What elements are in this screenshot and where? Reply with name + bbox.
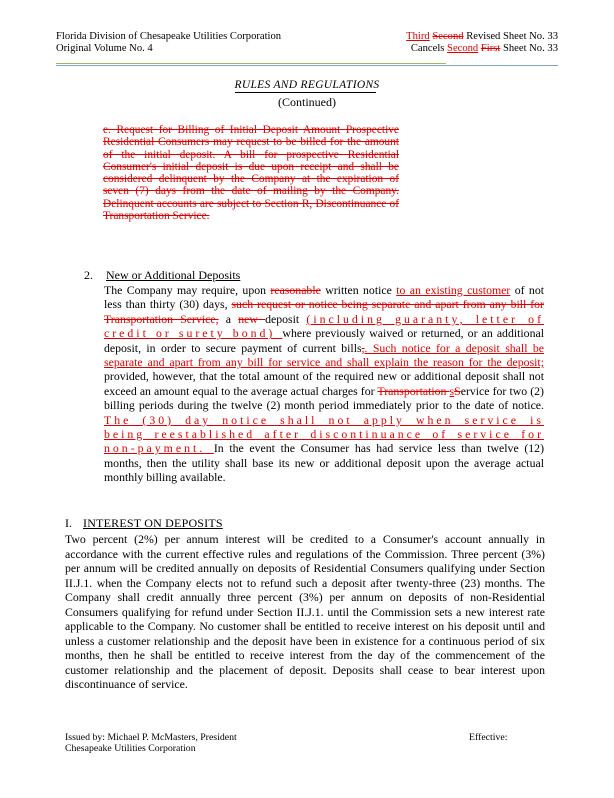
sheet-deleted-word: Second bbox=[432, 31, 464, 42]
header-accent-rule bbox=[56, 63, 446, 64]
deleted-deposit-billing-block bbox=[103, 124, 399, 222]
section-title: RULES AND REGULATIONS bbox=[234, 79, 380, 91]
item2-heading bbox=[84, 268, 240, 283]
item2-text: written notice bbox=[320, 283, 397, 297]
header-sheet-line bbox=[406, 31, 558, 43]
item2-text: where previously waived or returned, or an additional deposit, in order to secure payment of current bills bbox=[104, 326, 544, 355]
interest-number: I. bbox=[65, 516, 72, 530]
header-volume: Original Volume No. 4 bbox=[56, 43, 153, 54]
header-org: Florida Division of Chesapeake Utilities Corporation bbox=[56, 31, 282, 42]
item2-insertion: (including guaranty, letter of credit or surety bond) bbox=[104, 311, 545, 341]
section-continued: (Continued) bbox=[278, 95, 336, 109]
cancels-prefix: Cancels bbox=[410, 43, 448, 54]
footer-effective: Effective: bbox=[469, 732, 508, 743]
item2-deletion: Transportation bbox=[377, 383, 450, 398]
header-cancels-line bbox=[406, 43, 558, 55]
sheet-inserted-word: Third bbox=[406, 31, 430, 42]
item2-deletion: S bbox=[454, 383, 461, 398]
item2-number: 2. bbox=[84, 268, 93, 282]
item2-text: of not less than thirty (30) days, bbox=[104, 283, 545, 312]
item2-deletion: such request or notice being separate and apart from any bill for Transportation Service, bbox=[104, 297, 544, 326]
item2-text: In the event the Consumer has had service less than twelve (12) months, then the utility shall base its new or additional deposit upon the average actual monthly billing available. bbox=[104, 441, 544, 485]
cancels-sheet-number: Sheet No. 33 bbox=[500, 43, 558, 54]
deleted-block-body: Prospective Residential Consumers may request to be billed for the amount of the initial deposit. A bill for prospective Residential Consumer's initial deposit is due upon receipt and shall be considered delinquent by the Company at the expiration of seven (7) days from the date of mailing by the Company. Delinquent accounts are subject to Section R, Discontinuance of Transportation Service. bbox=[103, 124, 399, 223]
item2-insertion: The (30) day notice shall not apply when service is being reestablished after discontinuance of service for non-payment. bbox=[104, 412, 544, 456]
footer bbox=[65, 732, 237, 754]
header-right bbox=[406, 31, 558, 55]
item2-text: provided, however, that the total amount of the required new or additional deposit shall not exceed an amount equal to the average actual charges for bbox=[104, 369, 544, 398]
item2-deletion: , bbox=[361, 340, 365, 355]
header-left bbox=[56, 31, 281, 55]
item2-insertion: . Such notice for a deposit shall be separate and apart from any bill for service and shall explain the reason for the deposit; bbox=[104, 340, 544, 370]
item2-insertion: to an existing customer bbox=[396, 283, 511, 297]
item2-title: New or Additional Deposits bbox=[106, 268, 241, 282]
cancels-inserted-word: Second bbox=[447, 43, 479, 54]
interest-paragraph: Two percent (2%) per annum interest will be credited to a Consumer's account annually in accordance with the current effective rules and regulations of the Commission. Three percent (3%) per annum will be credited annually on deposits of Residential Consumers qualifying under Section II.J.1. when the Company elects not to refund such a deposit after twenty-three (23) months. The Company shall credit annually three percent (3%) per annum on deposits of non-Residential Consumers qualifying for refund under Section II.J.1. until the Commission sets a new interest rate applicable to the Company. No customer shall be entitled to receive interest on his deposit until and unless a customer relationship and the deposit have been in existence for a continuous period of six months, then he shall be entitled to receive interest from the day of the commencement of the customer relationship and the placement of deposit. Deposits shall cease to bear interest upon discontinuance of service. bbox=[65, 532, 545, 691]
interest-title: INTEREST ON DEPOSITS bbox=[83, 516, 223, 530]
header-rule bbox=[56, 65, 558, 66]
footer-company: Chesapeake Utilities Corporation bbox=[65, 743, 196, 754]
footer-issued-by: Issued by: Michael P. McMasters, President bbox=[65, 732, 237, 743]
item2-text: The Company may require, upon bbox=[104, 283, 271, 297]
item2-text: a bbox=[218, 311, 239, 326]
item2-text: deposit bbox=[265, 311, 307, 326]
cancels-deleted-word: First bbox=[480, 43, 501, 54]
section-title-underline bbox=[235, 92, 376, 93]
sheet-number: Revised Sheet No. 33 bbox=[463, 31, 558, 42]
item2-text: ervice for two (2) billing periods during the twelve (2) month period immediately prior to the date of notice. bbox=[104, 383, 544, 413]
item2-deletion: new bbox=[238, 311, 266, 326]
interest-heading bbox=[65, 516, 223, 531]
deleted-block-heading: e. Request for Billing of Initial Deposit Amount bbox=[103, 124, 341, 136]
item2-deletion: reasonable bbox=[270, 283, 321, 297]
item2-paragraph bbox=[104, 283, 544, 485]
item2-insertion: s bbox=[449, 383, 455, 398]
